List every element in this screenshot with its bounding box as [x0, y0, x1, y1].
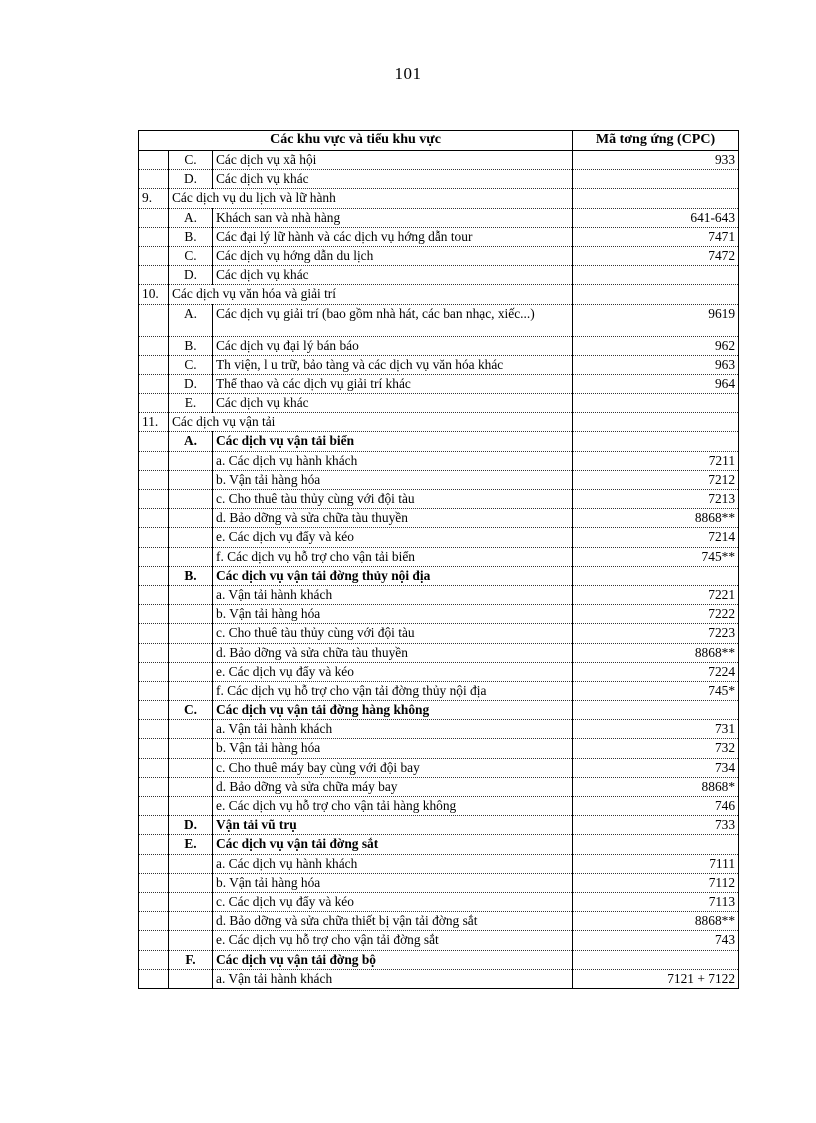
section-number-empty	[139, 208, 169, 227]
item-label: f. Các dịch vụ hỗ trợ cho vận tải biển	[213, 547, 573, 566]
section-title: Các dịch vụ vận tải	[169, 413, 573, 432]
subsector-letter: B.	[169, 336, 213, 355]
table-row	[139, 797, 739, 816]
table-row	[139, 355, 739, 374]
section-number-empty	[139, 336, 169, 355]
table-row	[139, 662, 739, 681]
item-label: a. Vận tải hành khách	[213, 585, 573, 604]
table-row	[139, 969, 739, 988]
subsector-label: Các dịch vụ giải trí (bao gồm nhà hát, các ban nhạc, xiếc...)	[213, 304, 573, 336]
item-label: d. Bảo dỡng và sửa chữa tàu thuyền	[213, 643, 573, 662]
subsector-letter: D.	[169, 374, 213, 393]
table-row	[139, 208, 739, 227]
subsector-label: Các dịch vụ hớng dẫn du lịch	[213, 246, 573, 265]
subsector-letter-empty	[169, 624, 213, 643]
header-sector: Các khu vực và tiểu khu vực	[139, 131, 573, 151]
cpc-code: 746	[573, 797, 739, 816]
subsector-letter: C.	[169, 701, 213, 720]
section-number-empty	[139, 720, 169, 739]
item-label: a. Các dịch vụ hành khách	[213, 854, 573, 873]
section-number: 10.	[139, 285, 169, 304]
section-number-empty	[139, 662, 169, 681]
cpc-code	[573, 432, 739, 451]
table-row	[139, 413, 739, 432]
subsector-letter-empty	[169, 720, 213, 739]
subsector-label: Khách san và nhà hàng	[213, 208, 573, 227]
subsector-letter: D.	[169, 266, 213, 285]
cpc-code: 933	[573, 151, 739, 170]
cpc-code: 8868**	[573, 643, 739, 662]
item-label: e. Các dịch vụ đẩy và kéo	[213, 528, 573, 547]
table-row	[139, 336, 739, 355]
subsector-label: Các dịch vụ vận tải đờng thủy nội địa	[213, 566, 573, 585]
table-row	[139, 374, 739, 393]
section-number-empty	[139, 701, 169, 720]
item-label: c. Các dịch vụ đẩy và kéo	[213, 892, 573, 911]
table-row	[139, 490, 739, 509]
table-row	[139, 681, 739, 700]
subsector-letter-empty	[169, 605, 213, 624]
section-number-empty	[139, 585, 169, 604]
table-row	[139, 835, 739, 854]
table-row	[139, 854, 739, 873]
subsector-letter-empty	[169, 777, 213, 796]
subsector-letter: F.	[169, 950, 213, 969]
subsector-letter-empty	[169, 873, 213, 892]
table-body	[139, 151, 739, 989]
subsector-letter-empty	[169, 854, 213, 873]
table-row	[139, 170, 739, 189]
item-label: e. Các dịch vụ đẩy và kéo	[213, 662, 573, 681]
cpc-code: 7112	[573, 873, 739, 892]
table-row	[139, 470, 739, 489]
section-number-empty	[139, 643, 169, 662]
item-label: c. Cho thuê máy bay cùng với đội bay	[213, 758, 573, 777]
subsector-letter-empty	[169, 739, 213, 758]
cpc-code	[573, 950, 739, 969]
subsector-letter-empty	[169, 547, 213, 566]
subsector-letter-empty	[169, 509, 213, 528]
subsector-letter-empty	[169, 451, 213, 470]
section-number-empty	[139, 873, 169, 892]
item-label: c. Cho thuê tàu thủy cùng với đội tàu	[213, 624, 573, 643]
cpc-code	[573, 189, 739, 208]
subsector-letter: D.	[169, 816, 213, 835]
section-number-empty	[139, 854, 169, 873]
cpc-code	[573, 835, 739, 854]
subsector-letter-empty	[169, 912, 213, 931]
subsector-letter: A.	[169, 432, 213, 451]
table-row	[139, 394, 739, 413]
section-number-empty	[139, 432, 169, 451]
subsector-letter-empty	[169, 969, 213, 988]
cpc-code: 7111	[573, 854, 739, 873]
subsector-letter: E.	[169, 835, 213, 854]
section-number-empty	[139, 355, 169, 374]
cpc-code: 641-643	[573, 208, 739, 227]
subsector-letter-empty	[169, 662, 213, 681]
subsector-letter: A.	[169, 304, 213, 336]
table-row	[139, 892, 739, 911]
section-number-empty	[139, 797, 169, 816]
subsector-label: Các dịch vụ vận tải đờng hàng không	[213, 701, 573, 720]
cpc-code: 7212	[573, 470, 739, 489]
section-number-empty	[139, 451, 169, 470]
subsector-letter-empty	[169, 470, 213, 489]
cpc-code: 745*	[573, 681, 739, 700]
cpc-code: 963	[573, 355, 739, 374]
cpc-code: 964	[573, 374, 739, 393]
item-label: a. Các dịch vụ hành khách	[213, 451, 573, 470]
section-number-empty	[139, 624, 169, 643]
item-label: b. Vận tải hàng hóa	[213, 873, 573, 892]
cpc-sector-table	[138, 130, 739, 989]
cpc-code: 7113	[573, 892, 739, 911]
section-number-empty	[139, 681, 169, 700]
section-number-empty	[139, 394, 169, 413]
item-label: d. Bảo dỡng và sửa chữa máy bay	[213, 777, 573, 796]
section-number-empty	[139, 374, 169, 393]
cpc-code: 732	[573, 739, 739, 758]
header-cpc-code: Mã tơng ứng (CPC)	[573, 131, 739, 151]
item-label: d. Bảo dỡng và sửa chữa thiết bị vận tải đờng sắt	[213, 912, 573, 931]
subsector-letter: A.	[169, 208, 213, 227]
cpc-code: 7211	[573, 451, 739, 470]
subsector-letter: C.	[169, 246, 213, 265]
table-row	[139, 758, 739, 777]
section-number-empty	[139, 912, 169, 931]
table-row	[139, 528, 739, 547]
table-row	[139, 285, 739, 304]
cpc-code: 7214	[573, 528, 739, 547]
table-header-row	[139, 131, 739, 151]
table-row	[139, 912, 739, 931]
table-row	[139, 605, 739, 624]
subsector-letter-empty	[169, 528, 213, 547]
table-row	[139, 931, 739, 950]
table-row	[139, 720, 739, 739]
subsector-letter: D.	[169, 170, 213, 189]
cpc-code: 7472	[573, 246, 739, 265]
subsector-letter-empty	[169, 758, 213, 777]
subsector-letter: C.	[169, 151, 213, 170]
cpc-code: 8868*	[573, 777, 739, 796]
subsector-label: Các dịch vụ khác	[213, 394, 573, 413]
subsector-label: Các dịch vụ khác	[213, 170, 573, 189]
cpc-code: 8868**	[573, 912, 739, 931]
section-number-empty	[139, 835, 169, 854]
subsector-label: Các dịch vụ vận tải đờng bộ	[213, 950, 573, 969]
cpc-code: 8868**	[573, 509, 739, 528]
table-row	[139, 451, 739, 470]
cpc-code: 745**	[573, 547, 739, 566]
section-number-empty	[139, 777, 169, 796]
table-row	[139, 739, 739, 758]
subsector-letter: B.	[169, 227, 213, 246]
cpc-code: 7223	[573, 624, 739, 643]
cpc-code: 7224	[573, 662, 739, 681]
table-row	[139, 701, 739, 720]
section-number-empty	[139, 509, 169, 528]
cpc-code: 7121 + 7122	[573, 969, 739, 988]
item-label: c. Cho thuê tàu thủy cùng với đội tàu	[213, 490, 573, 509]
section-number-empty	[139, 227, 169, 246]
section-number-empty	[139, 246, 169, 265]
table-row	[139, 585, 739, 604]
item-label: a. Vận tải hành khách	[213, 720, 573, 739]
table-row	[139, 266, 739, 285]
subsector-letter-empty	[169, 892, 213, 911]
section-number-empty	[139, 816, 169, 835]
section-number: 9.	[139, 189, 169, 208]
cpc-code: 733	[573, 816, 739, 835]
section-title: Các dịch vụ văn hóa và giải trí	[169, 285, 573, 304]
cpc-code	[573, 566, 739, 585]
cpc-code: 962	[573, 336, 739, 355]
table-row	[139, 566, 739, 585]
subsector-letter-empty	[169, 931, 213, 950]
cpc-code	[573, 413, 739, 432]
subsector-letter-empty	[169, 643, 213, 662]
subsector-letter-empty	[169, 797, 213, 816]
item-label: e. Các dịch vụ hỗ trợ cho vận tải hàng không	[213, 797, 573, 816]
cpc-code: 7222	[573, 605, 739, 624]
section-number-empty	[139, 566, 169, 585]
item-label: b. Vận tải hàng hóa	[213, 605, 573, 624]
page-number: 101	[394, 64, 422, 83]
item-label: b. Vận tải hàng hóa	[213, 470, 573, 489]
item-label: a. Vận tải hành khách	[213, 969, 573, 988]
table-row	[139, 950, 739, 969]
subsector-label: Các đại lý lữ hành và các dịch vụ hớng dẫn tour	[213, 227, 573, 246]
cpc-code: 9619	[573, 304, 739, 336]
cpc-code: 7221	[573, 585, 739, 604]
cpc-code	[573, 266, 739, 285]
cpc-code: 743	[573, 931, 739, 950]
item-label: b. Vận tải hàng hóa	[213, 739, 573, 758]
subsector-letter-empty	[169, 681, 213, 700]
cpc-code	[573, 394, 739, 413]
subsector-label: Các dịch vụ khác	[213, 266, 573, 285]
cpc-code	[573, 285, 739, 304]
subsector-letter: C.	[169, 355, 213, 374]
cpc-code: 7213	[573, 490, 739, 509]
subsector-letter: E.	[169, 394, 213, 413]
cpc-code: 7471	[573, 227, 739, 246]
subsector-label: Các dịch vụ vận tải đờng sắt	[213, 835, 573, 854]
cpc-code: 731	[573, 720, 739, 739]
item-label: d. Bảo dỡng và sửa chữa tàu thuyền	[213, 509, 573, 528]
section-number-empty	[139, 304, 169, 336]
cpc-code	[573, 701, 739, 720]
item-label: f. Các dịch vụ hỗ trợ cho vận tải đờng thủy nội địa	[213, 681, 573, 700]
section-number-empty	[139, 892, 169, 911]
section-number-empty	[139, 170, 169, 189]
table-row	[139, 816, 739, 835]
cpc-code	[573, 170, 739, 189]
section-number: 11.	[139, 413, 169, 432]
subsector-letter-empty	[169, 585, 213, 604]
section-number-empty	[139, 266, 169, 285]
section-title: Các dịch vụ du lịch và lữ hành	[169, 189, 573, 208]
table-row	[139, 151, 739, 170]
table-row	[139, 227, 739, 246]
subsector-label: Th viện, l u trữ, bảo tàng và các dịch vụ văn hóa khác	[213, 355, 573, 374]
cpc-code: 734	[573, 758, 739, 777]
section-number-empty	[139, 950, 169, 969]
table-row	[139, 246, 739, 265]
subsector-letter-empty	[169, 490, 213, 509]
subsector-letter: B.	[169, 566, 213, 585]
section-number-empty	[139, 739, 169, 758]
table-row	[139, 304, 739, 336]
table-row	[139, 643, 739, 662]
section-number-empty	[139, 151, 169, 170]
section-number-empty	[139, 470, 169, 489]
table-row	[139, 873, 739, 892]
subsector-label: Thể thao và các dịch vụ giải trí khác	[213, 374, 573, 393]
table-row	[139, 624, 739, 643]
section-number-empty	[139, 528, 169, 547]
subsector-label: Các dịch vụ xã hội	[213, 151, 573, 170]
section-number-empty	[139, 969, 169, 988]
subsector-label: Vận tải vũ trụ	[213, 816, 573, 835]
table-row	[139, 432, 739, 451]
section-number-empty	[139, 547, 169, 566]
subsector-label: Các dịch vụ đại lý bán báo	[213, 336, 573, 355]
section-number-empty	[139, 931, 169, 950]
section-number-empty	[139, 758, 169, 777]
table-row	[139, 547, 739, 566]
item-label: e. Các dịch vụ hỗ trợ cho vận tải đờng sắt	[213, 931, 573, 950]
section-number-empty	[139, 605, 169, 624]
table-row	[139, 777, 739, 796]
subsector-label: Các dịch vụ vận tải biển	[213, 432, 573, 451]
section-number-empty	[139, 490, 169, 509]
table-row	[139, 189, 739, 208]
table-row	[139, 509, 739, 528]
